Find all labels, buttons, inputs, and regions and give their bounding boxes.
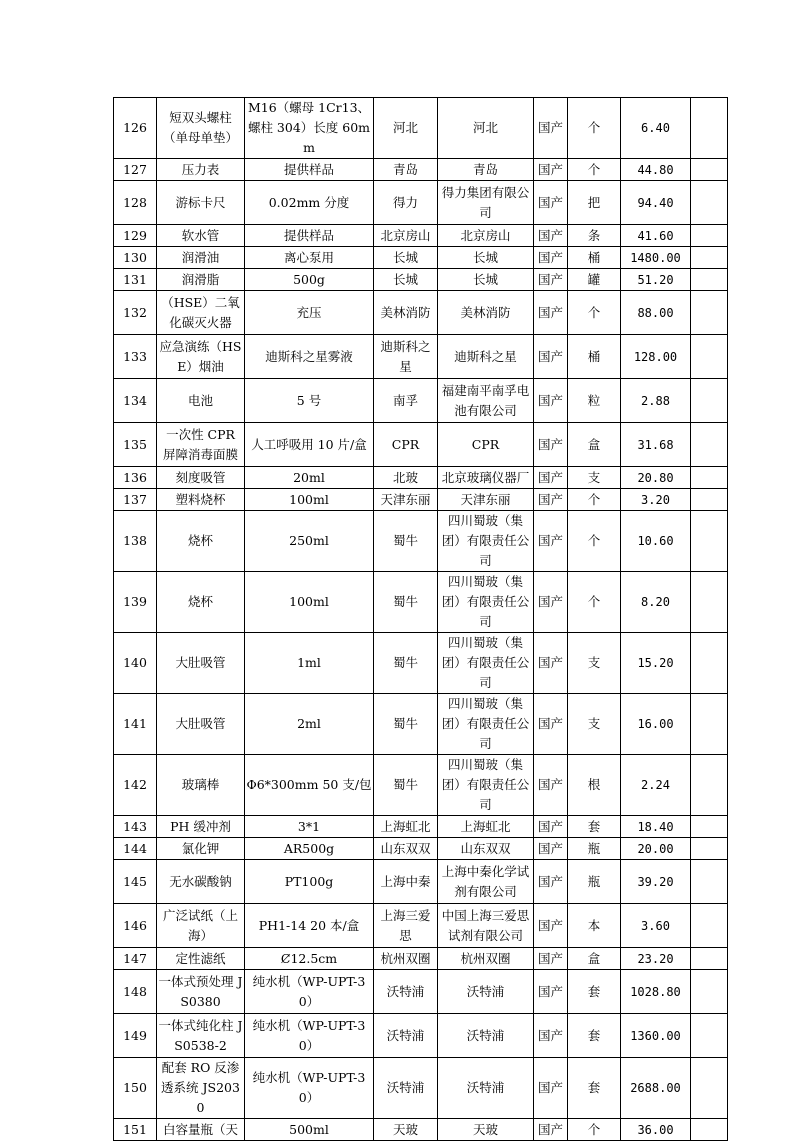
remark-cell (691, 970, 728, 1014)
price-cell: 8.20 (621, 572, 691, 633)
manufacturer-cell: 美林消防 (438, 291, 534, 335)
table-row (114, 225, 728, 247)
price-list-table (113, 97, 728, 1141)
brand-cell: 河北 (374, 98, 438, 159)
spec-cell: 0.02mm 分度 (245, 181, 374, 225)
brand-cell: 天玻 (374, 1119, 438, 1141)
brand-cell: 沃特浦 (374, 970, 438, 1014)
item-name-cell: PH 缓冲剂 (157, 816, 245, 838)
spec-cell: 500g (245, 269, 374, 291)
manufacturer-cell: 沃特浦 (438, 970, 534, 1014)
remark-cell (691, 98, 728, 159)
origin-cell: 国产 (534, 269, 568, 291)
unit-cell: 根 (568, 755, 621, 816)
table-row (114, 633, 728, 694)
spec-cell: 纯水机（WP-UPT-30） (245, 970, 374, 1014)
unit-cell: 盒 (568, 948, 621, 970)
row-number-cell: 132 (114, 291, 157, 335)
price-cell: 20.80 (621, 467, 691, 489)
spec-cell: PT100g (245, 860, 374, 904)
row-number-cell: 141 (114, 694, 157, 755)
origin-cell: 国产 (534, 291, 568, 335)
unit-cell: 盒 (568, 423, 621, 467)
origin-cell: 国产 (534, 948, 568, 970)
brand-cell: 沃特浦 (374, 1058, 438, 1119)
manufacturer-cell: 河北 (438, 98, 534, 159)
brand-cell: 迪斯科之星 (374, 335, 438, 379)
item-name-cell: 润滑脂 (157, 269, 245, 291)
price-cell: 1360.00 (621, 1014, 691, 1058)
origin-cell: 国产 (534, 379, 568, 423)
origin-cell: 国产 (534, 970, 568, 1014)
table-row (114, 838, 728, 860)
unit-cell: 个 (568, 98, 621, 159)
item-name-cell: 烧杯 (157, 572, 245, 633)
price-cell: 44.80 (621, 159, 691, 181)
item-name-cell: 电池 (157, 379, 245, 423)
item-name-cell: 压力表 (157, 159, 245, 181)
remark-cell (691, 816, 728, 838)
unit-cell: 粒 (568, 379, 621, 423)
spec-cell: M16（螺母 1Cr13、螺柱 304）长度 60mm (245, 98, 374, 159)
row-number-cell: 146 (114, 904, 157, 948)
manufacturer-cell: 北京房山 (438, 225, 534, 247)
table-row (114, 247, 728, 269)
manufacturer-cell: 青岛 (438, 159, 534, 181)
item-name-cell: 刻度吸管 (157, 467, 245, 489)
remark-cell (691, 467, 728, 489)
manufacturer-cell: 迪斯科之星 (438, 335, 534, 379)
table-row (114, 423, 728, 467)
spec-cell: 250ml (245, 511, 374, 572)
unit-cell: 支 (568, 467, 621, 489)
remark-cell (691, 379, 728, 423)
row-number-cell: 144 (114, 838, 157, 860)
remark-cell (691, 572, 728, 633)
spec-cell: 500ml (245, 1119, 374, 1141)
spec-cell: 纯水机（WP-UPT-30） (245, 1058, 374, 1119)
price-cell: 3.60 (621, 904, 691, 948)
row-number-cell: 143 (114, 816, 157, 838)
remark-cell (691, 904, 728, 948)
unit-cell: 支 (568, 633, 621, 694)
brand-cell: 北玻 (374, 467, 438, 489)
brand-cell: 天津东丽 (374, 489, 438, 511)
origin-cell: 国产 (534, 247, 568, 269)
item-name-cell: 氯化钾 (157, 838, 245, 860)
manufacturer-cell: 天津东丽 (438, 489, 534, 511)
origin-cell: 国产 (534, 572, 568, 633)
manufacturer-cell: 杭州双圈 (438, 948, 534, 970)
brand-cell: 蜀牛 (374, 572, 438, 633)
table-row (114, 948, 728, 970)
item-name-cell: 烧杯 (157, 511, 245, 572)
row-number-cell: 133 (114, 335, 157, 379)
table-row (114, 1014, 728, 1058)
manufacturer-cell: CPR (438, 423, 534, 467)
brand-cell: 蜀牛 (374, 511, 438, 572)
row-number-cell: 126 (114, 98, 157, 159)
spec-cell: 提供样品 (245, 225, 374, 247)
row-number-cell: 128 (114, 181, 157, 225)
spec-cell: 2ml (245, 694, 374, 755)
unit-cell: 瓶 (568, 860, 621, 904)
manufacturer-cell: 长城 (438, 247, 534, 269)
item-name-cell: 白容量瓶（天 (157, 1119, 245, 1141)
price-cell: 2688.00 (621, 1058, 691, 1119)
brand-cell: 长城 (374, 269, 438, 291)
remark-cell (691, 181, 728, 225)
item-name-cell: 应急演练（HSE）烟油 (157, 335, 245, 379)
table-row (114, 860, 728, 904)
price-cell: 6.40 (621, 98, 691, 159)
item-name-cell: 润滑油 (157, 247, 245, 269)
spec-cell: 离心泵用 (245, 247, 374, 269)
row-number-cell: 149 (114, 1014, 157, 1058)
remark-cell (691, 694, 728, 755)
price-cell: 1028.80 (621, 970, 691, 1014)
origin-cell: 国产 (534, 511, 568, 572)
item-name-cell: 游标卡尺 (157, 181, 245, 225)
price-cell: 2.24 (621, 755, 691, 816)
unit-cell: 个 (568, 572, 621, 633)
row-number-cell: 151 (114, 1119, 157, 1141)
origin-cell: 国产 (534, 1058, 568, 1119)
table-row (114, 572, 728, 633)
row-number-cell: 127 (114, 159, 157, 181)
origin-cell: 国产 (534, 633, 568, 694)
origin-cell: 国产 (534, 489, 568, 511)
unit-cell: 瓶 (568, 838, 621, 860)
remark-cell (691, 838, 728, 860)
item-name-cell: 配套 RO 反渗透系统 JS2030 (157, 1058, 245, 1119)
table-row (114, 489, 728, 511)
brand-cell: 上海中秦 (374, 860, 438, 904)
unit-cell: 罐 (568, 269, 621, 291)
spec-cell: 3*1 (245, 816, 374, 838)
origin-cell: 国产 (534, 1014, 568, 1058)
price-cell: 15.20 (621, 633, 691, 694)
table-row (114, 904, 728, 948)
brand-cell: 蜀牛 (374, 633, 438, 694)
unit-cell: 本 (568, 904, 621, 948)
remark-cell (691, 860, 728, 904)
brand-cell: 蜀牛 (374, 694, 438, 755)
unit-cell: 个 (568, 489, 621, 511)
unit-cell: 条 (568, 225, 621, 247)
origin-cell: 国产 (534, 467, 568, 489)
table-row (114, 816, 728, 838)
item-name-cell: 塑料烧杯 (157, 489, 245, 511)
origin-cell: 国产 (534, 423, 568, 467)
price-cell: 23.20 (621, 948, 691, 970)
unit-cell: 套 (568, 970, 621, 1014)
manufacturer-cell: 沃特浦 (438, 1058, 534, 1119)
price-cell: 128.00 (621, 335, 691, 379)
item-name-cell: 无水碳酸钠 (157, 860, 245, 904)
origin-cell: 国产 (534, 860, 568, 904)
origin-cell: 国产 (534, 98, 568, 159)
remark-cell (691, 489, 728, 511)
unit-cell: 个 (568, 159, 621, 181)
table-row (114, 1058, 728, 1119)
manufacturer-cell: 上海中秦化学试剂有限公司 (438, 860, 534, 904)
remark-cell (691, 269, 728, 291)
price-cell: 18.40 (621, 816, 691, 838)
manufacturer-cell: 得力集团有限公司 (438, 181, 534, 225)
unit-cell: 个 (568, 1119, 621, 1141)
price-cell: 31.68 (621, 423, 691, 467)
spec-cell: AR500g (245, 838, 374, 860)
manufacturer-cell: 四川蜀玻（集团）有限责任公司 (438, 694, 534, 755)
unit-cell: 把 (568, 181, 621, 225)
remark-cell (691, 423, 728, 467)
table-row (114, 335, 728, 379)
row-number-cell: 136 (114, 467, 157, 489)
item-name-cell: （HSE）二氧化碳灭火器 (157, 291, 245, 335)
row-number-cell: 134 (114, 379, 157, 423)
origin-cell: 国产 (534, 904, 568, 948)
unit-cell: 桶 (568, 247, 621, 269)
table-row (114, 511, 728, 572)
row-number-cell: 145 (114, 860, 157, 904)
remark-cell (691, 247, 728, 269)
remark-cell (691, 755, 728, 816)
spec-cell: Φ6*300mm 50 支/包 (245, 755, 374, 816)
origin-cell: 国产 (534, 755, 568, 816)
item-name-cell: 一次性 CPR 屏障消毒面膜 (157, 423, 245, 467)
brand-cell: 南孚 (374, 379, 438, 423)
origin-cell: 国产 (534, 1119, 568, 1141)
manufacturer-cell: 四川蜀玻（集团）有限责任公司 (438, 511, 534, 572)
table-row (114, 467, 728, 489)
brand-cell: CPR (374, 423, 438, 467)
manufacturer-cell: 天玻 (438, 1119, 534, 1141)
row-number-cell: 130 (114, 247, 157, 269)
price-cell: 94.40 (621, 181, 691, 225)
table-row (114, 291, 728, 335)
spec-cell: 1ml (245, 633, 374, 694)
remark-cell (691, 1058, 728, 1119)
price-cell: 2.88 (621, 379, 691, 423)
unit-cell: 桶 (568, 335, 621, 379)
price-cell: 51.20 (621, 269, 691, 291)
table-row (114, 694, 728, 755)
row-number-cell: 139 (114, 572, 157, 633)
price-cell: 41.60 (621, 225, 691, 247)
price-cell: 1480.00 (621, 247, 691, 269)
origin-cell: 国产 (534, 225, 568, 247)
remark-cell (691, 335, 728, 379)
unit-cell: 套 (568, 816, 621, 838)
table-row (114, 755, 728, 816)
spec-cell: 100ml (245, 489, 374, 511)
remark-cell (691, 291, 728, 335)
manufacturer-cell: 北京玻璃仪器厂 (438, 467, 534, 489)
remark-cell (691, 633, 728, 694)
origin-cell: 国产 (534, 181, 568, 225)
brand-cell: 上海虹北 (374, 816, 438, 838)
price-cell: 20.00 (621, 838, 691, 860)
spec-cell: 20ml (245, 467, 374, 489)
item-name-cell: 一体式纯化柱 JS0538-2 (157, 1014, 245, 1058)
price-cell: 88.00 (621, 291, 691, 335)
brand-cell: 蜀牛 (374, 755, 438, 816)
row-number-cell: 140 (114, 633, 157, 694)
manufacturer-cell: 长城 (438, 269, 534, 291)
brand-cell: 沃特浦 (374, 1014, 438, 1058)
remark-cell (691, 225, 728, 247)
unit-cell: 个 (568, 291, 621, 335)
brand-cell: 上海三爱思 (374, 904, 438, 948)
origin-cell: 国产 (534, 335, 568, 379)
origin-cell: 国产 (534, 159, 568, 181)
brand-cell: 山东双双 (374, 838, 438, 860)
row-number-cell: 150 (114, 1058, 157, 1119)
remark-cell (691, 1014, 728, 1058)
item-name-cell: 软水管 (157, 225, 245, 247)
price-cell: 3.20 (621, 489, 691, 511)
item-name-cell: 广泛试纸（上海） (157, 904, 245, 948)
item-name-cell: 大肚吸管 (157, 633, 245, 694)
item-name-cell: 大肚吸管 (157, 694, 245, 755)
brand-cell: 得力 (374, 181, 438, 225)
manufacturer-cell: 山东双双 (438, 838, 534, 860)
item-name-cell: 短双头螺柱（单母单垫） (157, 98, 245, 159)
table-body (114, 98, 728, 1141)
brand-cell: 青岛 (374, 159, 438, 181)
row-number-cell: 142 (114, 755, 157, 816)
table-row (114, 159, 728, 181)
unit-cell: 个 (568, 511, 621, 572)
price-cell: 39.20 (621, 860, 691, 904)
spec-cell: 纯水机（WP-UPT-30） (245, 1014, 374, 1058)
spec-cell: 100ml (245, 572, 374, 633)
brand-cell: 美林消防 (374, 291, 438, 335)
manufacturer-cell: 福建南平南孚电池有限公司 (438, 379, 534, 423)
spec-cell: 提供样品 (245, 159, 374, 181)
item-name-cell: 定性滤纸 (157, 948, 245, 970)
table-row (114, 269, 728, 291)
manufacturer-cell: 沃特浦 (438, 1014, 534, 1058)
table-row (114, 98, 728, 159)
unit-cell: 套 (568, 1014, 621, 1058)
row-number-cell: 137 (114, 489, 157, 511)
unit-cell: 套 (568, 1058, 621, 1119)
manufacturer-cell: 上海虹北 (438, 816, 534, 838)
spec-cell: Ȼ12.5cm (245, 948, 374, 970)
brand-cell: 北京房山 (374, 225, 438, 247)
row-number-cell: 131 (114, 269, 157, 291)
spec-cell: PH1-14 20 本/盒 (245, 904, 374, 948)
table-row (114, 379, 728, 423)
manufacturer-cell: 中国上海三爱思试剂有限公司 (438, 904, 534, 948)
spec-cell: 人工呼吸用 10 片/盒 (245, 423, 374, 467)
row-number-cell: 135 (114, 423, 157, 467)
row-number-cell: 148 (114, 970, 157, 1014)
origin-cell: 国产 (534, 694, 568, 755)
row-number-cell: 138 (114, 511, 157, 572)
spec-cell: 5 号 (245, 379, 374, 423)
manufacturer-cell: 四川蜀玻（集团）有限责任公司 (438, 572, 534, 633)
remark-cell (691, 159, 728, 181)
spec-cell: 充压 (245, 291, 374, 335)
price-cell: 16.00 (621, 694, 691, 755)
table-row (114, 181, 728, 225)
manufacturer-cell: 四川蜀玻（集团）有限责任公司 (438, 633, 534, 694)
price-cell: 10.60 (621, 511, 691, 572)
remark-cell (691, 511, 728, 572)
table-row (114, 970, 728, 1014)
manufacturer-cell: 四川蜀玻（集团）有限责任公司 (438, 755, 534, 816)
row-number-cell: 147 (114, 948, 157, 970)
remark-cell (691, 948, 728, 970)
origin-cell: 国产 (534, 816, 568, 838)
price-cell: 36.00 (621, 1119, 691, 1141)
brand-cell: 杭州双圈 (374, 948, 438, 970)
row-number-cell: 129 (114, 225, 157, 247)
unit-cell: 支 (568, 694, 621, 755)
origin-cell: 国产 (534, 838, 568, 860)
item-name-cell: 一体式预处理 JS0380 (157, 970, 245, 1014)
brand-cell: 长城 (374, 247, 438, 269)
item-name-cell: 玻璃棒 (157, 755, 245, 816)
spec-cell: 迪斯科之星雾液 (245, 335, 374, 379)
